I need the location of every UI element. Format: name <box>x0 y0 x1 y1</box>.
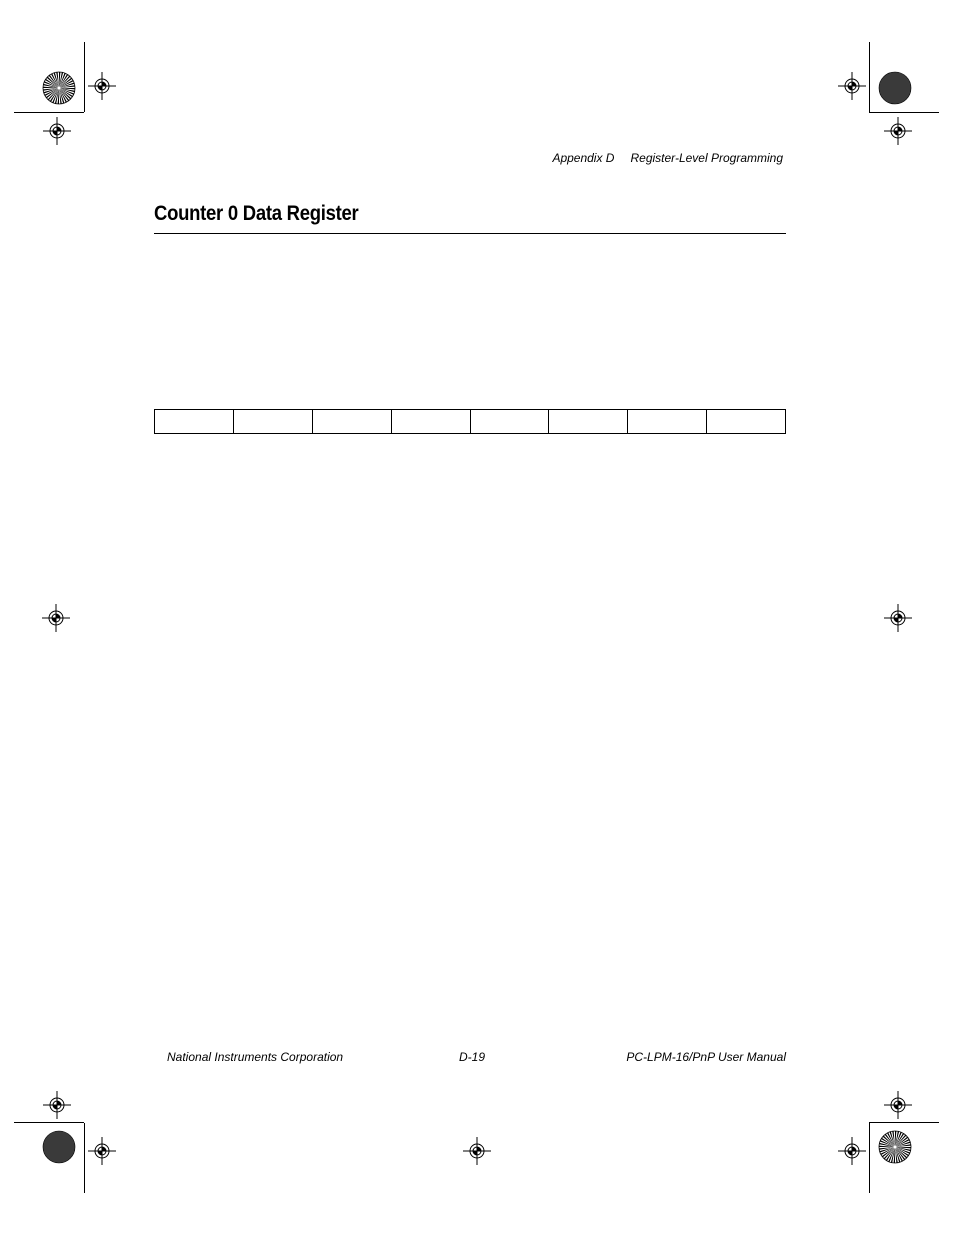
crop-line-top-left-vertical <box>84 42 85 112</box>
crop-line-bottom-left-vertical <box>84 1123 85 1193</box>
crop-line-top-right-horizontal <box>869 112 939 113</box>
registration-mark-icon <box>88 1137 116 1165</box>
registration-mark-icon <box>884 117 912 145</box>
registration-mark-icon <box>838 1137 866 1165</box>
footer-page-number: D-19 <box>459 1050 486 1064</box>
crop-line-bottom-right-horizontal <box>869 1122 939 1123</box>
bit-cell <box>470 410 549 434</box>
footer-company: National Instruments Corporation <box>167 1050 344 1064</box>
header-appendix: Appendix D <box>552 151 615 165</box>
bit-cell <box>391 410 470 434</box>
starburst-target-icon <box>878 1130 912 1164</box>
bit-cell <box>312 410 391 434</box>
footer-manual-title: PC-LPM-16/PnP User Manual <box>626 1050 786 1064</box>
registration-mark-icon <box>838 72 866 100</box>
crop-line-bottom-right-vertical <box>869 1123 870 1193</box>
register-bit-row <box>155 410 786 434</box>
header-chapter: Register-Level Programming <box>630 151 783 165</box>
registration-mark-icon <box>463 1137 491 1165</box>
registration-mark-icon <box>43 1091 71 1119</box>
starburst-target-icon <box>42 71 76 105</box>
registration-mark-icon <box>884 604 912 632</box>
title-rule <box>154 233 786 234</box>
crop-line-bottom-left-horizontal <box>14 1122 84 1123</box>
gray-target-icon <box>878 71 912 105</box>
registration-mark-icon <box>884 1091 912 1119</box>
running-header <box>552 151 783 165</box>
bit-cell <box>628 410 707 434</box>
section-title: Counter 0 Data Register <box>154 202 359 225</box>
bit-cell <box>549 410 628 434</box>
registration-mark-icon <box>88 72 116 100</box>
gray-target-icon <box>42 1130 76 1164</box>
bit-cell <box>155 410 234 434</box>
register-bit-table <box>154 409 786 434</box>
bit-cell <box>707 410 786 434</box>
registration-mark-icon <box>42 604 70 632</box>
registration-mark-icon <box>43 117 71 145</box>
crop-line-top-right-vertical <box>869 42 870 112</box>
bit-cell <box>233 410 312 434</box>
crop-line-top-left-horizontal <box>14 112 84 113</box>
